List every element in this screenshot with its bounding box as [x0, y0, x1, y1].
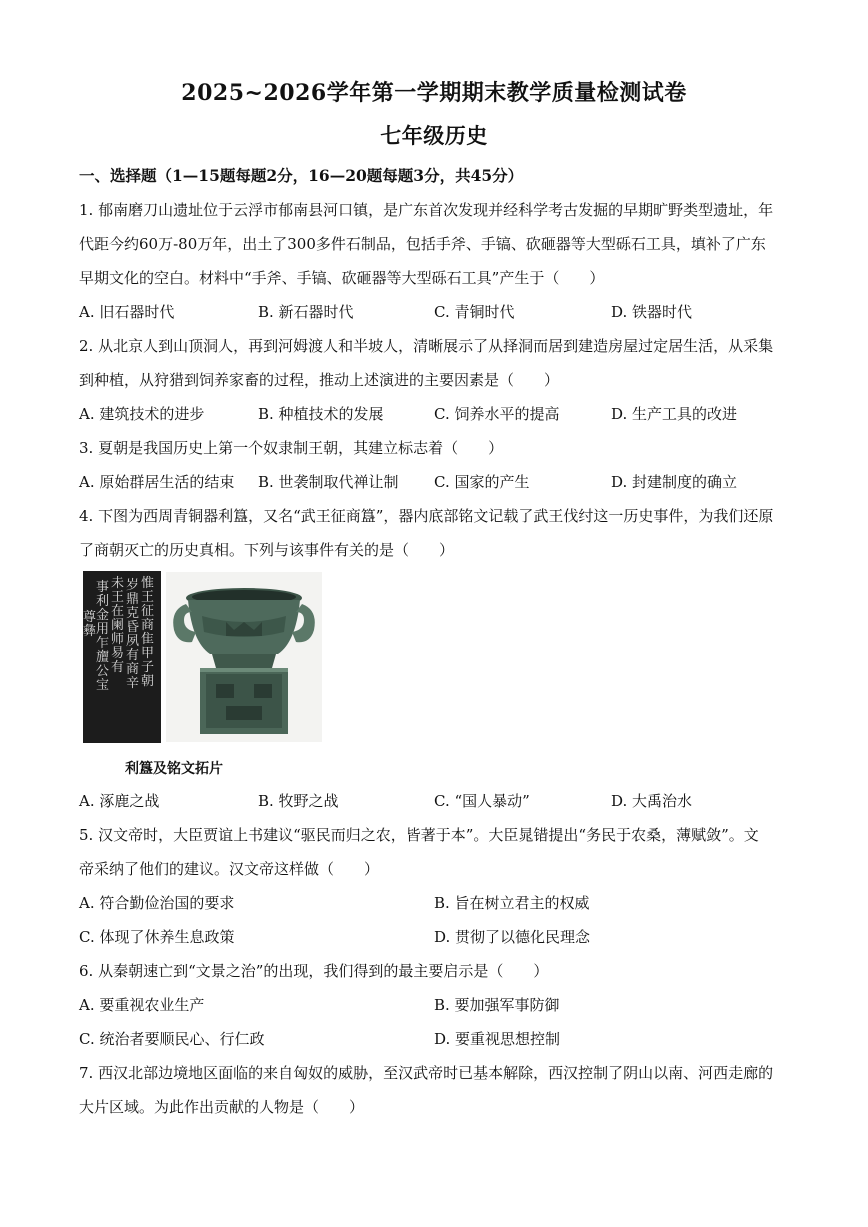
- question-5-option-a[interactable]: A. 符合勤俭治国的要求: [79, 894, 235, 912]
- question-4-option-d[interactable]: D. 大禹治水: [611, 792, 693, 810]
- question-1-line-1: 1. 郁南磨刀山遗址位于云浮市郁南县河口镇，是广东首次发现并经科学考古发掘的早期旷野类型遗址，年: [79, 201, 774, 219]
- question-5-option-b[interactable]: B. 旨在树立君主的权威: [434, 894, 590, 912]
- question-1-option-b[interactable]: B. 新石器时代: [258, 303, 354, 321]
- question-2-option-c[interactable]: C. 饲养水平的提高: [434, 405, 560, 423]
- question-5-option-d[interactable]: D. 贯彻了以德化民理念: [434, 928, 591, 946]
- question-4-line-2: 了商朝灭亡的历史真相。下列与该事件有关的是（ ）: [79, 541, 455, 559]
- question-1-option-d[interactable]: D. 铁器时代: [611, 303, 693, 321]
- li-gui-bronze-image: [166, 572, 322, 742]
- inscription-rubbing-image: [83, 571, 161, 743]
- rubbing-column-1: 惟王征商隹甲子朝: [141, 576, 155, 689]
- rubbing-column-5: 尊彝: [83, 610, 97, 639]
- question-2-option-d[interactable]: D. 生产工具的改进: [611, 405, 738, 423]
- question-2-line-2: 到种植，从狩猎到饲养家畜的过程，推动上述演进的主要因素是（ ）: [79, 371, 560, 389]
- question-7-line-1: 7. 西汉北部边境地区面临的来自匈奴的威胁，至汉武帝时已基本解除，西汉控制了阴山以南、河西走廊的: [79, 1064, 774, 1082]
- question-5-line-2: 帝采纳了他们的建议。汉文帝这样做（ ）: [79, 860, 380, 878]
- question-1-option-c[interactable]: C. 青铜时代: [434, 303, 515, 321]
- question-1-line-3: 早期文化的空白。材料中“手斧、手镐、砍砸器等大型砾石工具”产生于（ ）: [79, 269, 605, 287]
- figure-caption: 利簋及铭文拓片: [125, 761, 223, 777]
- question-6-option-b[interactable]: B. 要加强军事防御: [434, 996, 560, 1014]
- question-5-line-1: 5. 汉文帝时，大臣贾谊上书建议“驱民而归之农，皆著于本”。大臣晁错提出“务民于农桑，薄赋敛”。文: [79, 826, 759, 844]
- exam-title: 2025~2026学年第一学期期末教学质量检测试卷: [181, 80, 687, 106]
- exam-subject: 七年级历史: [380, 123, 488, 148]
- question-3-option-a[interactable]: A. 原始群居生活的结束: [79, 473, 235, 491]
- question-1-line-2: 代距今约60万-80万年，出土了300多件石制品，包括手斧、手镐、砍砸器等大型砾石工具，填补了广东: [79, 235, 766, 253]
- question-2-option-a[interactable]: A. 建筑技术的进步: [79, 405, 205, 423]
- question-3-option-d[interactable]: D. 封建制度的确立: [611, 473, 738, 491]
- question-6-option-a[interactable]: A. 要重视农业生产: [79, 996, 205, 1014]
- question-6-option-c[interactable]: C. 统治者要顺民心、行仁政: [79, 1030, 265, 1048]
- question-5-option-c[interactable]: C. 体现了休养生息政策: [79, 928, 235, 946]
- question-1-option-a[interactable]: A. 旧石器时代: [79, 303, 175, 321]
- rubbing-column-4: 事利金用乍旜公宝: [96, 580, 110, 693]
- question-3-option-c[interactable]: C. 国家的产生: [434, 473, 530, 491]
- question-2-line-1: 2. 从北京人到山顶洞人，再到河姆渡人和半坡人，清晰展示了从择洞而居到建造房屋过定居生活，从采集: [79, 337, 774, 355]
- question-4-option-b[interactable]: B. 牧野之战: [258, 792, 339, 810]
- question-2-option-b[interactable]: B. 种植技术的发展: [258, 405, 384, 423]
- question-7-line-2: 大片区域。为此作出贡献的人物是（ ）: [79, 1098, 365, 1116]
- section-heading: 一、选择题（1—15题每题2分，16—20题每题3分，共45分）: [79, 166, 524, 185]
- question-3-option-b[interactable]: B. 世袭制取代禅让制: [258, 473, 399, 491]
- question-3-line-1: 3. 夏朝是我国历史上第一个奴隶制王朝，其建立标志着（ ）: [79, 439, 504, 457]
- question-4-option-a[interactable]: A. 涿鹿之战: [79, 792, 160, 810]
- question-6-line-1: 6. 从秦朝速亡到“文景之治”的出现，我们得到的最主要启示是（ ）: [79, 962, 549, 980]
- question-6-option-d[interactable]: D. 要重视思想控制: [434, 1030, 561, 1048]
- question-4-line-1: 4. 下图为西周青铜器利簋，又名“武王征商簋”，器内底部铭文记载了武王伐纣这一历史事件，为我们还原: [79, 507, 774, 525]
- question-4-option-c[interactable]: C. “国人暴动”: [434, 792, 530, 810]
- rubbing-column-3: 未王在阑师易有: [111, 576, 125, 675]
- rubbing-column-2: 岁鼎克昏夙有商辛: [126, 578, 140, 691]
